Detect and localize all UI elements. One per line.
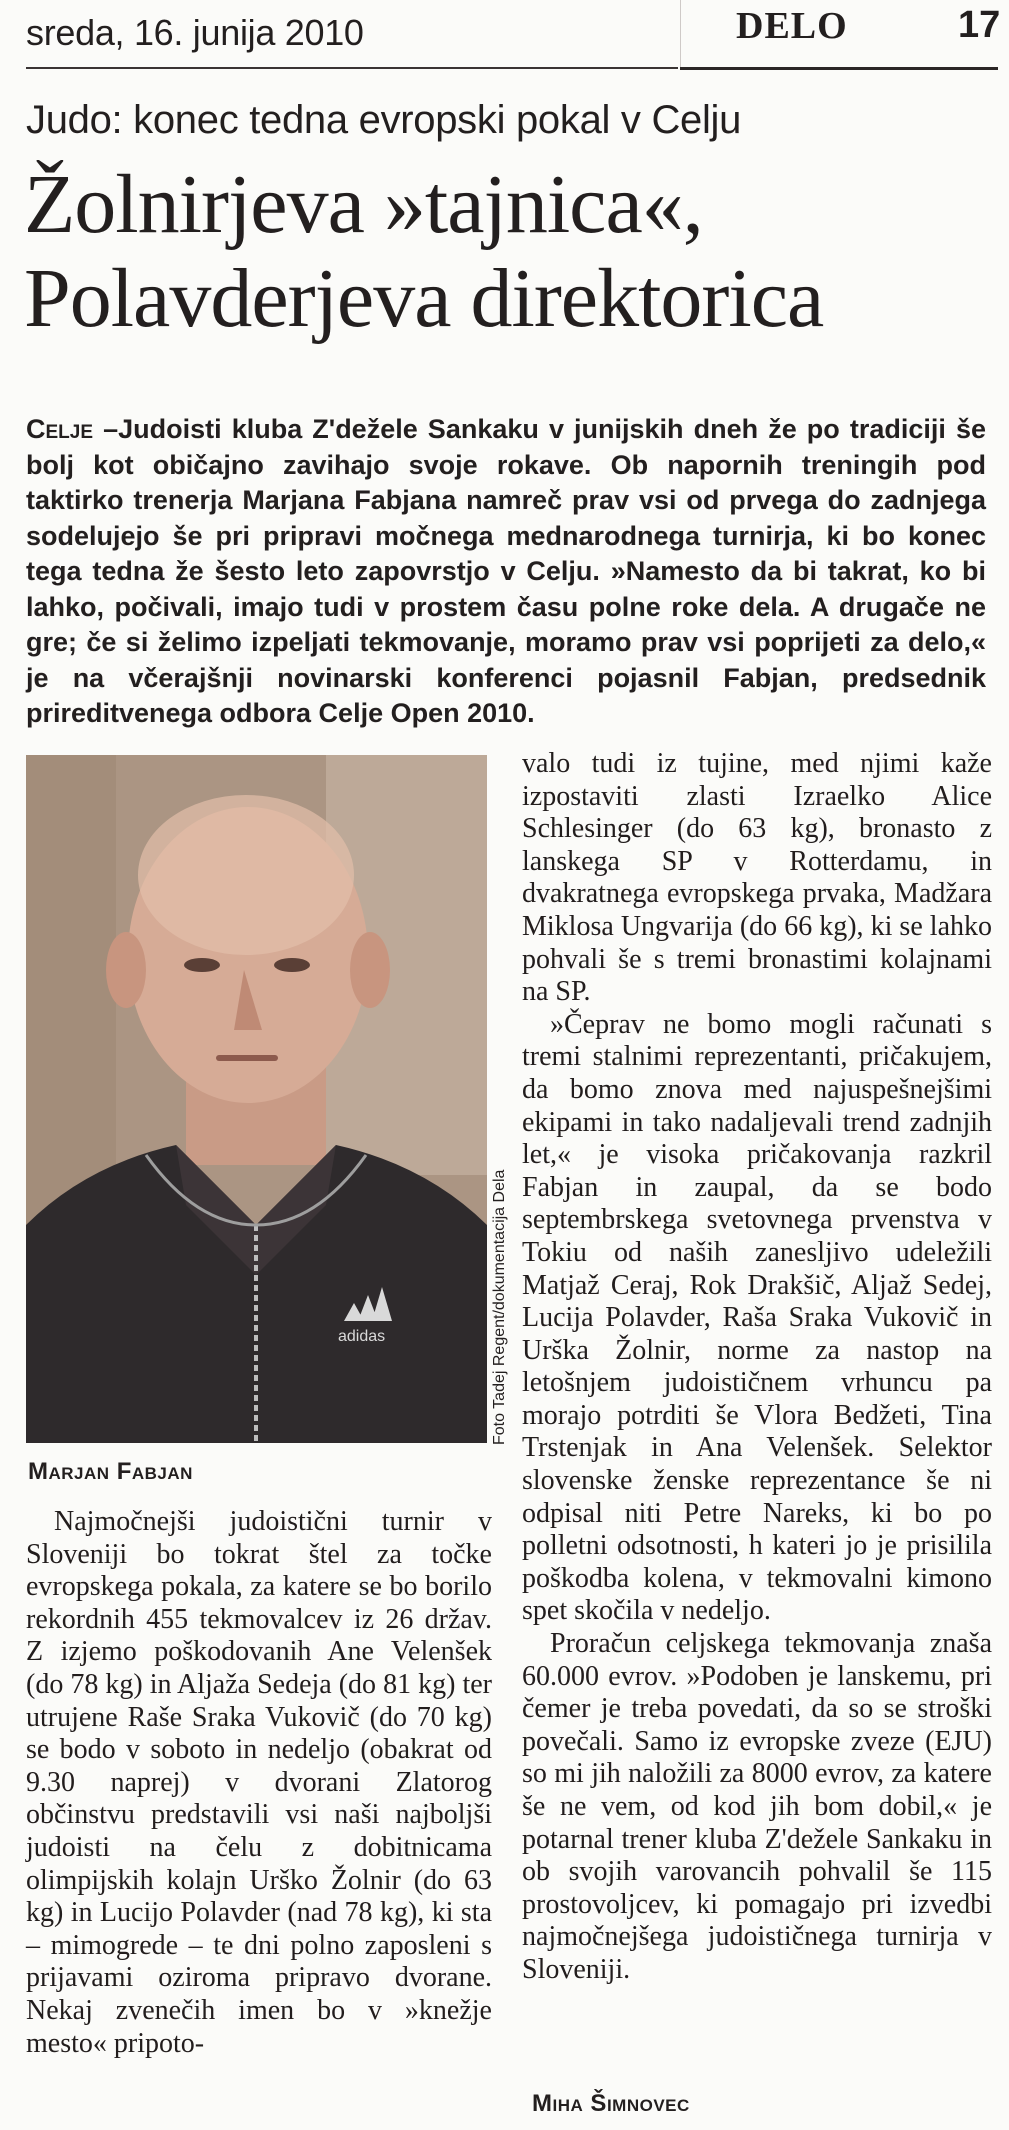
photo-credit: Foto Tadej Regent/dokumentacija Dela — [491, 1169, 508, 1445]
article-column-left — [26, 1506, 492, 2060]
issue-date: sreda, 16. junija 2010 — [26, 12, 364, 53]
photo-caption: Marjan Fabjan — [28, 1458, 193, 1485]
newspaper-name: DELO — [736, 5, 848, 47]
article-column-right — [522, 748, 992, 1987]
article-title — [24, 158, 994, 346]
shirt-logo-text: adidas — [338, 1328, 386, 1345]
header-divider — [680, 0, 681, 68]
paragraph: Najmočnejši judoistični turnir v Sloveniji bo tokrat štel za točke evropskega pokala, za katere se bo borilo rekordnih 455 tekmovalcev iz 26 držav. Z izjemo poškodovanih Ane Velenšek (do 78 kg) in Aljaža Sedeja (do 81 kg) ter utrujene Raše Sraka Vukovič (do 70 kg) se bodo v soboto in nedeljo (obakrat od 9.30 naprej) v dvorani Zlatorog občinstvu predstavili vsi naši najboljši judoisti na čelu z dobitnicama olimpijskih kolajn Urško Žolnir (do 63 kg) in Lucijo Polavder (nad 78 kg), ki sta – mimogrede – te dni polno zaposleni s prijavami oziroma pripravo dvorane. Nekaj zvenečih imen bo v »knežje mesto« pripoto- — [26, 1506, 492, 2059]
portrait-photo — [26, 755, 487, 1443]
title-line-1: Žolnirjeva »tajnica«, — [24, 158, 703, 251]
dateline: Celje – — [26, 414, 119, 444]
paragraph: valo tudi iz tujine, med njimi kaže izpostaviti zlasti Izraelko Alice Schlesinger (do 63 kg), bronasto z lanskega SP v Rotterdamu, in dvakratnega evropskega prvaka, Madžara Miklosa Ungvarija (do 66 kg), ki se lahko pohvali še s tremi bronastimi kolajnami na SP. — [522, 748, 992, 1008]
header-rule — [26, 67, 678, 69]
page-number: 17 — [958, 4, 1001, 46]
paragraph: Proračun celjskega tekmovanja znaša 60.000 evrov. »Podoben je lanskemu, pri čemer je treba povedati, da so se stroški povečali. Samo iz evropske zveze (EJU) so mi jih naložili za 8000 evrov, za katere še ne vem, od kod jih bom dobil,« je potarnal trener kluba Z'dežele Sankaku in ob svojih varovancih pohvalil še 115 prostovoljcev, ki pomagajo pri izvedbi najmočnejšega judoističnega turnirja v Sloveniji. — [522, 1628, 992, 1985]
title-line-2: Polavderjeva direktorica — [24, 252, 824, 345]
paragraph: »Čeprav ne bomo mogli računati s tremi stalnimi reprezentanti, pričakujem, da bomo znova med najuspešnejšimi ekipami in tako nadaljevali trend zadnjih let,« je visoka pričakovanja razkril Fabjan in zaupal, da se bodo septembrskega svetovnega prvenstva v Tokiu od naših zanesljivo udeležili Matjaž Ceraj, Rok Drakšič, Aljaž Sedej, Lucija Polavder, Raša Sraka Vukovič in Urška Žolnir, norme za nastop na letošnjem judoističnem vrhuncu pa morajo potrditi še Vlora Bedžeti, Tina Trstenjak in Ana Velenšek. Selektor slovenske ženske reprezentance še ni odpisal niti Petre Nareks, ki bo po polletni odsotnosti, h kateri jo je prisilila poškodba kolena, v tekmovalni kimono spet skočila v nedeljo. — [522, 1008, 992, 1627]
portrait-illustration — [26, 755, 487, 1443]
article-kicker: Judo: konec tedna evropski pokal v Celju — [26, 98, 742, 142]
lead-text: Judoisti kluba Z'dežele Sankaku v junijskih dneh že po tradiciji še bolj kot običajno zavihajo svoje rokave. Ob napornih treningih pod taktirko trenerja Marjana Fabjana namreč prav vsi od prvega do zadnjega sodelujejo še pri pripravi močnega mednarodnega turnirja, ki bo konec tega tedna že šesto leto zapovrstjo v Celju. »Namesto da bi takrat, ko bi lahko, počivali, imajo tudi v prostem času polne roke dela. A drugače ne gre; če si želimo izpeljati tekmovanje, moramo prav vsi poprijeti za delo,« je na včerajšnji novinarski konferenci pojasnil Fabjan, predsednik prireditvenega odbora Celje Open 2010. — [26, 414, 986, 728]
article-lead — [26, 412, 986, 732]
author-byline: Miha Šimnovec — [532, 2090, 690, 2117]
header-rule-thick — [680, 67, 998, 70]
